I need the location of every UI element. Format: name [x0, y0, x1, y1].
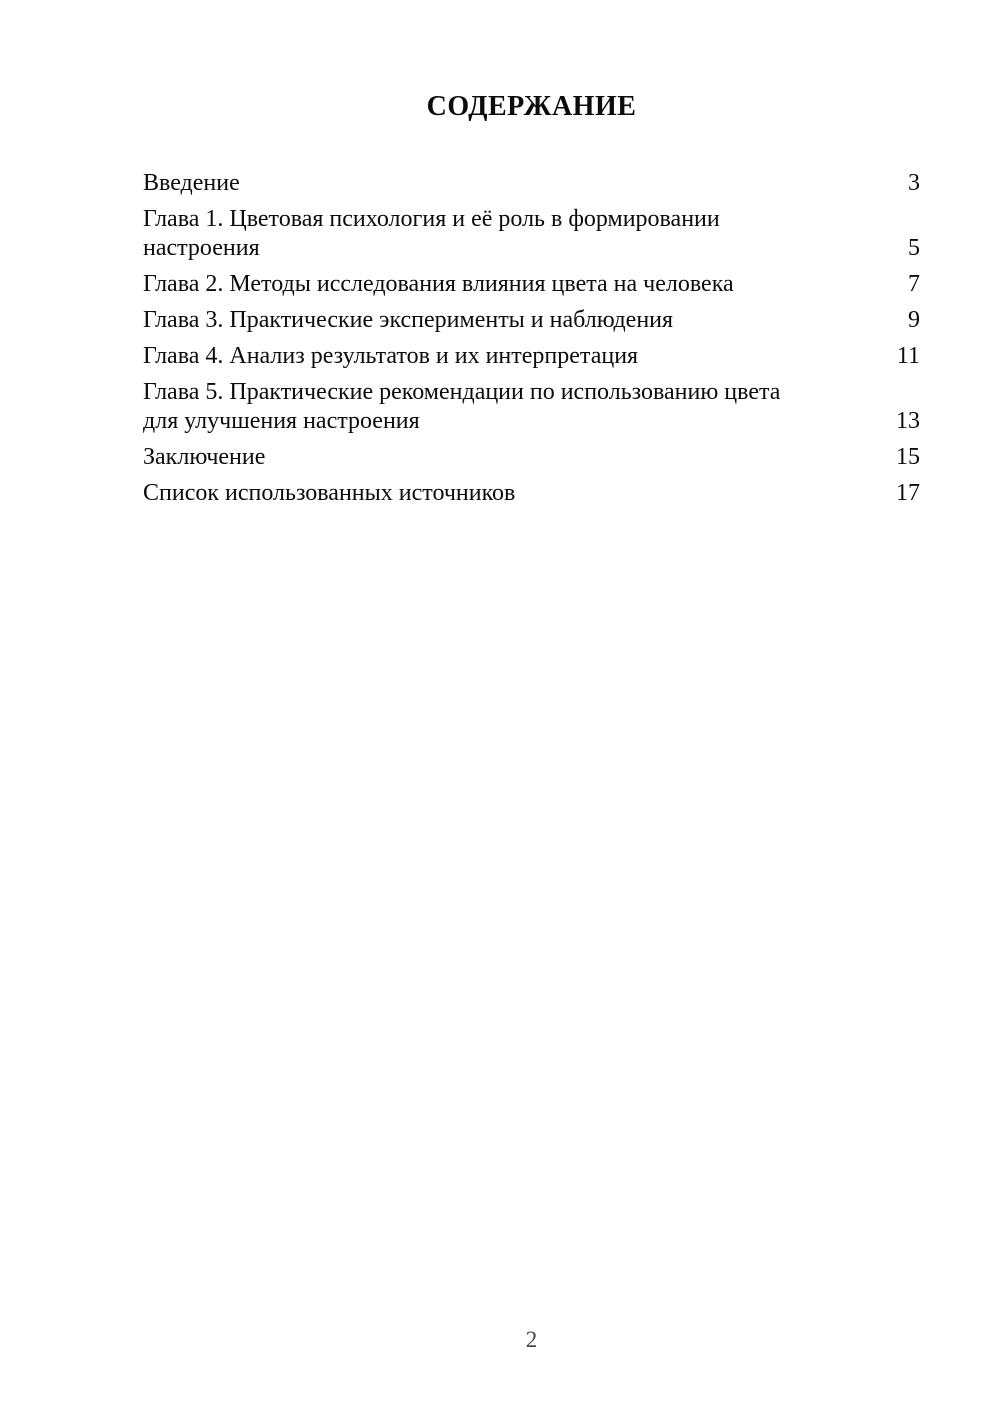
toc-entry	[143, 306, 920, 335]
toc-entry-text	[143, 270, 892, 299]
toc-entry-line: Глава 4. Анализ результатов и их интерпретация	[143, 343, 639, 369]
toc-entry-text	[143, 443, 880, 472]
toc-entry	[143, 270, 920, 299]
toc-entry-text	[143, 479, 880, 508]
toc-entry-line: Введение	[143, 170, 240, 196]
toc-page-number: 13	[896, 408, 920, 434]
toc-entry-line: Список использованных источников	[143, 480, 516, 506]
toc-entry-text	[143, 342, 881, 371]
toc-page-number: 9	[908, 307, 920, 333]
toc-entry	[143, 378, 920, 436]
toc-entry-line: Глава 3. Практические эксперименты и наблюдения	[143, 307, 674, 333]
toc-title: СОДЕРЖАНИЕ	[426, 91, 637, 122]
toc-content	[143, 90, 920, 515]
footer-page-number: 2	[525, 1327, 538, 1352]
toc-entry	[143, 443, 920, 472]
toc-entry-text	[143, 169, 892, 198]
toc-entry	[143, 205, 920, 263]
toc-entry-text	[143, 205, 892, 263]
toc-entry-line: Заключение	[143, 444, 266, 470]
toc-entry-line: Глава 1. Цветовая психология и её роль в формировании	[143, 206, 720, 232]
toc-page-number: 5	[908, 235, 920, 261]
toc-page-number: 7	[908, 271, 920, 297]
toc-entry	[143, 169, 920, 198]
toc-entry-line: для улучшения настроения	[143, 408, 420, 434]
toc-page-number: 11	[896, 343, 920, 369]
toc-entries	[143, 169, 920, 508]
toc-page-number: 17	[896, 480, 920, 506]
toc-entry-line: настроения	[143, 235, 260, 261]
toc-entry-text	[143, 378, 880, 436]
toc-entry	[143, 342, 920, 371]
toc-page-number: 15	[896, 444, 920, 470]
toc-page-number: 3	[908, 170, 920, 196]
toc-entry-line: Глава 5. Практические рекомендации по использованию цвета	[143, 379, 781, 405]
toc-entry-text	[143, 306, 892, 335]
toc-entry	[143, 479, 920, 508]
toc-entry-line: Глава 2. Методы исследования влияния цвета на человека	[143, 271, 734, 297]
